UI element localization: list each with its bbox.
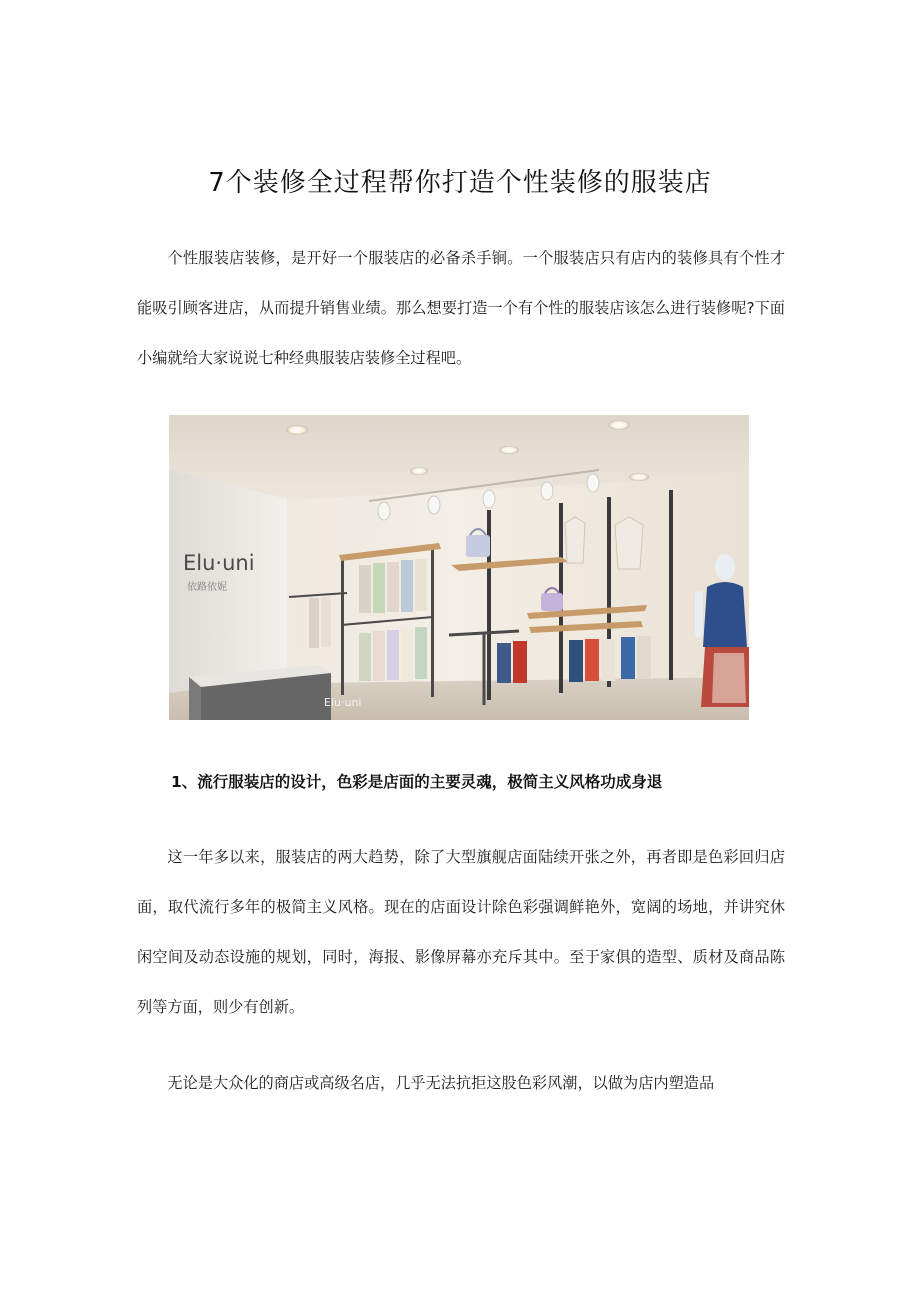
counter-logo-text: Elu·uni xyxy=(324,696,362,709)
section-1-paragraph-2: 无论是大众化的商店或高级名店，几乎无法抗拒这股色彩风潮，以做为店内塑造品 xyxy=(167,1074,715,1092)
page-title: 7个装修全过程帮你打造个性装修的服装店 xyxy=(208,168,712,198)
section-1-paragraph-1: 这一年多以来，服装店的两大趋势，除了大型旗舰店面陆续开张之外，再者即是色彩回归店面，取代流行多年的极简主义风格。现在的店面设计除色彩强调鲜艳外，宽阔的场地，并讲究休闲空间及动态设施的规划，同时，海报、影像屏幕亦充斥其中。至于家俱的造型、质材及商品陈列等方面，则少有创新。 xyxy=(137,848,785,1016)
store-interior-photo xyxy=(169,415,749,720)
wall-logo-subtext: 依路依妮 xyxy=(187,582,227,593)
intro-paragraph: 个性服装店装修，是开好一个服装店的必备杀手锏。一个服装店只有店内的装修具有个性才能吸引顾客进店，从而提升销售业绩。那么想要打造一个有个性的服装店该怎么进行装修呢?下面小编就给大家说说七种经典服装店装修全过程吧。 xyxy=(137,249,785,367)
wall-logo-text: Elu·uni xyxy=(183,551,255,575)
section-1-heading: 1、流行服装店的设计，色彩是店面的主要灵魂，极简主义风格功成身退 xyxy=(171,773,663,791)
